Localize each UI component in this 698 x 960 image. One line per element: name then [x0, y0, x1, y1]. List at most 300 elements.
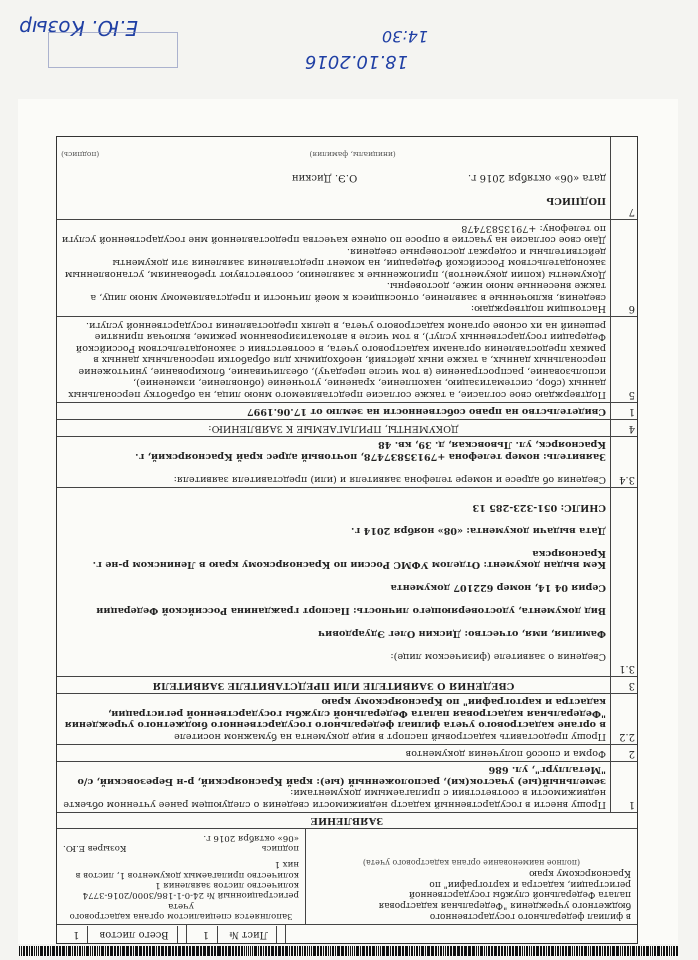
barcode-bar — [425, 946, 426, 956]
official-sheets: количество листов заявления 1 — [155, 880, 299, 891]
barcode-bar — [616, 946, 619, 956]
official-sign-label: подпись — [261, 843, 299, 854]
section-3-4-text: Сведения об адресе и номере телефона заявителя и (или) представителя заявителя: — [173, 474, 606, 485]
barcode-bar — [350, 946, 351, 956]
barcode-bar — [311, 946, 312, 956]
barcode-bar — [488, 946, 490, 956]
barcode-bar — [122, 946, 125, 956]
barcode-bar — [172, 946, 174, 956]
barcode-bar — [114, 946, 116, 956]
signature-line — [61, 171, 606, 183]
applicant-contact: Заявитель: номер телефона +79135837478, почтовый адрес край Красноярский, г. Красноярск, ул. Львовская, д. 39, кв. 48 — [135, 439, 606, 462]
barcode-bar — [265, 946, 267, 956]
barcode-bar — [531, 946, 532, 956]
barcode-bar — [246, 946, 247, 956]
total-no: 1 — [65, 926, 88, 943]
barcode-bar — [99, 946, 100, 956]
barcode-bar — [457, 946, 460, 956]
barcode-bar — [632, 946, 635, 956]
barcode-bar — [622, 946, 623, 956]
barcode-bar — [507, 946, 508, 956]
section-2-2-num: 2.2 — [610, 694, 637, 744]
signer-name-caption: (инициалы, фамилия) — [309, 150, 396, 160]
barcode-bar — [258, 946, 259, 956]
barcode-bar — [335, 946, 336, 956]
barcode-bar — [655, 946, 657, 956]
barcode-bar — [152, 946, 155, 956]
barcode-bar — [498, 946, 500, 956]
barcode-bar — [97, 946, 98, 956]
office-caption: (полное наименование органа кадастрового учета) — [362, 858, 581, 868]
section-4-item — [57, 402, 637, 419]
barcode-bar — [337, 946, 340, 956]
barcode-bar — [450, 946, 452, 956]
barcode-bar — [94, 946, 96, 956]
barcode-bar — [440, 946, 442, 956]
section-5-text: Подтверждаю свое согласие, а также согласие представляемого мною лица, на обработку персональных данных (сбор, систематизацию, накопление, хранение, уточнение (обновление, изменение), использование, распространение (в том числе передачу), обезличивание, блокирование, уничтожение персональных данных, а также иных действий, необходимых для обработки персональных данных в рамках предоставления органами кадастрового учета, в соответствии с законодательством Российской Федерации государственных услуг), в том числе в автоматизированном режиме, включая принятие решений на их основе органом кадастрового учета, в целях предоставления государственной услуги. — [68, 320, 606, 400]
official-name: Козырев Е.Ю. — [63, 843, 127, 854]
barcode-bar — [244, 946, 245, 956]
barcode-bar — [543, 946, 545, 956]
barcode-bar — [263, 946, 264, 956]
signature-captions — [61, 151, 606, 160]
barcode-bar — [228, 946, 231, 956]
barcode-bar — [186, 946, 188, 956]
barcode-bar — [278, 946, 281, 956]
barcode-bar — [666, 946, 668, 956]
barcode-bar — [149, 946, 151, 956]
barcode-bar — [110, 946, 113, 956]
handwritten-signature: Е.Ю. Козыр — [19, 16, 138, 40]
section-4-item: Свидетельство на право собственности на землю от 17.06.1997 — [246, 406, 606, 417]
section-4-text: ДОКУМЕНТЫ, ПРИЛАГАЕМЫЕ К ЗАЯВЛЕНИЮ: — [208, 423, 459, 434]
official-block — [57, 830, 306, 925]
sheet-no: 1 — [195, 926, 218, 943]
section-6-text: Настоящим подтверждаю: сведения, включенные в заявление, относящиеся к моей личности и представляемому мною лицу, а также внесенные мною ниже, достоверны. Документы (копии документов), приложенные к заявлению, соответствуют требованиям, установленным законодательством Российской Федерации, на момент представления заявления эти документы действительны и содержат достоверные сведения. Даю свое согласие на участие в опросе по оценке качества предоставленной мне государственной услуги по телефону: +79135837478 — [61, 223, 606, 315]
barcode-bar — [44, 946, 46, 956]
barcode-bar — [636, 946, 637, 956]
barcode-bar — [409, 946, 410, 956]
barcode-bar — [207, 946, 210, 956]
barcode-bar — [211, 946, 213, 956]
barcode-bar — [501, 946, 503, 956]
barcode-bar — [232, 946, 234, 956]
barcode-bar — [87, 946, 90, 956]
applicant-doc-date: Дата выдачи документа: «08» ноября 2014 г. — [351, 525, 606, 536]
section-1 — [57, 761, 637, 812]
barcode-bar — [491, 946, 493, 956]
barcode-bar — [289, 946, 290, 956]
barcode-bar — [630, 946, 631, 956]
barcode-bar — [317, 946, 318, 956]
barcode-bar — [380, 946, 381, 956]
barcode-bar — [529, 946, 530, 956]
official-attached: количество прилагаемых документов 1, листов в них 1 — [75, 859, 299, 880]
barcode-bar — [133, 946, 135, 956]
barcode-bar — [395, 946, 397, 956]
barcode-bar — [480, 946, 483, 956]
applicant-doc: Вид документа, удостоверяющего личность: Паспорт гражданина Российской Федерации — [96, 605, 606, 617]
barcode-bar — [557, 946, 560, 956]
office-block — [306, 830, 637, 925]
office-line-3: палата Федеральной службы государственной — [408, 889, 631, 900]
barcode-bar — [26, 946, 28, 956]
barcode-bar — [438, 946, 439, 956]
barcode-bar — [372, 946, 375, 956]
section-2-2-text: Прошу предоставить кадастровый паспорт в виде документа на бумажном носителе — [174, 731, 606, 742]
barcode-bar — [565, 946, 567, 956]
official-reg: регистрационный № 24-0-1-186/3000/2016-3774 — [82, 890, 299, 901]
barcode-bar — [486, 946, 487, 956]
barcode-bar — [627, 946, 629, 956]
barcode-bar — [21, 946, 22, 956]
barcode-bar — [551, 946, 554, 956]
barcode-bar — [392, 946, 394, 956]
section-3-text: СВЕДЕНИЯ О ЗАЯВИТЕЛЕ ИЛИ ПРЕДСТАВИТЕЛЕ ЗАЯВИТЕЛЯ — [152, 680, 515, 691]
barcode-bar — [360, 946, 361, 956]
barcode-bar — [23, 946, 25, 956]
barcode-bar — [652, 946, 654, 956]
barcode-bar — [143, 946, 145, 956]
barcode-bar — [590, 946, 591, 956]
applicant-fio: Фамилия, имя, отчество: Дискин Олег Эдуардович — [318, 628, 606, 640]
barcode-bar — [431, 946, 434, 956]
barcode-bar — [77, 946, 78, 956]
barcode-bar — [68, 946, 71, 956]
barcode-bar — [579, 946, 580, 956]
barcode-bar — [419, 946, 420, 956]
barcode-bar — [120, 946, 121, 956]
section-3-1-num: 3.1 — [610, 488, 637, 676]
barcode-bar — [411, 946, 413, 956]
section-7 — [57, 137, 637, 220]
section-4 — [57, 419, 637, 436]
office-line-1: в филиал федерального государственного — [429, 911, 631, 921]
barcode-bar — [168, 946, 171, 956]
barcode-bar — [435, 946, 437, 956]
barcode-bar — [369, 946, 372, 956]
barcode-bar — [624, 946, 626, 956]
barcode-bar — [574, 946, 575, 956]
barcode-bar — [366, 946, 368, 956]
barcode-bar — [330, 946, 331, 956]
sheet-info — [57, 924, 637, 943]
total-label: Всего листов — [92, 926, 178, 943]
barcode-bar — [476, 946, 477, 956]
barcode-bar — [268, 946, 271, 956]
section-3-num: 3 — [610, 677, 637, 693]
applicant-issued: Кем выдан документ: Отделом УФМС России по Красноярскому краю в Ленинском р-не г. Красноярска — [92, 548, 606, 571]
barcode-bar — [673, 946, 675, 956]
section-7-num: 7 — [610, 137, 637, 220]
section-4-item-num: 1 — [610, 403, 637, 419]
barcode-bar — [72, 946, 73, 956]
signature-caption: (подпись) — [61, 150, 100, 160]
barcode-bar — [304, 946, 306, 956]
barcode-bar — [79, 946, 81, 956]
barcode-bar — [588, 946, 589, 956]
barcode-bar — [225, 946, 227, 956]
barcode-bar — [214, 946, 216, 956]
section-2-num: 2 — [610, 745, 637, 761]
barcode-bar — [354, 946, 355, 956]
barcode-bar — [536, 946, 539, 956]
barcode-bar — [130, 946, 132, 956]
barcode-bar — [66, 946, 67, 956]
barcode-bar — [405, 946, 408, 956]
section-3-4 — [57, 436, 637, 487]
barcode-bar — [196, 946, 199, 956]
barcode-bar — [522, 946, 523, 956]
barcode-bar — [189, 946, 191, 956]
barcode-bar — [47, 946, 49, 956]
barcode-bar — [560, 946, 561, 956]
barcode-bar — [657, 946, 660, 956]
barcode-bar — [524, 946, 525, 956]
barcode-bar — [321, 946, 323, 956]
office-line-2: бюджетного учреждения "Федеральная кадастровая — [378, 900, 631, 911]
barcode-bar — [84, 946, 86, 956]
official-date: «06» октября 2016 г. — [203, 832, 299, 843]
barcode-bar — [663, 946, 665, 956]
section-3 — [57, 676, 637, 693]
section-2-2 — [57, 693, 637, 744]
barcode-bar — [468, 946, 471, 956]
barcode-bar — [671, 946, 672, 956]
barcode-bar — [82, 946, 83, 956]
barcode-bar — [250, 946, 251, 956]
barcode-bar — [179, 946, 182, 956]
barcode-bar — [641, 946, 642, 956]
barcode — [18, 946, 678, 956]
section-1-land: земельный(ые) участок(ки), расположенный (ые): край Красноярский, р-н Березовский, с/о "Металлург", ул. 686 — [77, 764, 606, 787]
barcode-bar — [192, 946, 195, 956]
barcode-bar — [325, 946, 327, 956]
barcode-bar — [461, 946, 464, 956]
barcode-bar — [669, 946, 670, 956]
section-5-num: 5 — [610, 318, 637, 403]
stamp-mark — [48, 32, 178, 68]
barcode-bar — [602, 946, 603, 956]
barcode-bar — [31, 946, 33, 956]
barcode-bar — [592, 946, 595, 956]
barcode-bar — [596, 946, 598, 956]
barcode-bar — [378, 946, 379, 956]
barcode-bar — [50, 946, 51, 956]
barcode-bar — [445, 946, 446, 956]
official-title: Заполняется специалистом органа кадастрового учета — [69, 900, 293, 921]
section-6-num: 6 — [610, 221, 637, 317]
barcode-bar — [345, 946, 347, 956]
barcode-bar — [52, 946, 55, 956]
barcode-bar — [526, 946, 528, 956]
barcode-bar — [512, 946, 514, 956]
applicant-series: Серия 04 14, номер 622107 документа — [390, 582, 606, 594]
barcode-bar — [504, 946, 506, 956]
barcode-bar — [156, 946, 157, 956]
barcode-bar — [572, 946, 573, 956]
barcode-bar — [272, 946, 275, 956]
office-line-4: регистрации, кадастра и картографии" по — [429, 878, 631, 889]
barcode-bar — [56, 946, 58, 956]
barcode-bar — [254, 946, 257, 956]
barcode-bar — [285, 946, 288, 956]
barcode-bar — [309, 946, 310, 956]
barcode-bar — [38, 946, 40, 956]
barcode-bar — [443, 946, 444, 956]
barcode-bar — [352, 946, 353, 956]
barcode-bar — [620, 946, 621, 956]
barcode-bar — [398, 946, 401, 956]
section-5 — [57, 317, 637, 403]
barcode-bar — [36, 946, 37, 956]
section-2 — [57, 744, 637, 761]
barcode-bar — [362, 946, 365, 956]
section-3-4-num: 3.4 — [610, 437, 637, 487]
section-3-1-text: Сведения о заявителе (физическом лице): — [390, 651, 606, 663]
barcode-bar — [533, 946, 535, 956]
barcode-bar — [555, 946, 556, 956]
barcode-bar — [29, 946, 30, 956]
handwritten-time: 14:30 — [381, 27, 428, 46]
application-table — [56, 136, 638, 944]
barcode-bar — [643, 946, 645, 956]
barcode-bar — [200, 946, 202, 956]
barcode-bar — [464, 946, 467, 956]
barcode-bar — [302, 946, 303, 956]
barcode-bar — [260, 946, 262, 956]
barcode-bar — [165, 946, 167, 956]
barcode-bar — [307, 946, 308, 956]
barcode-bar — [275, 946, 277, 956]
signature-date: дата «06» октября 2016 г. — [468, 172, 606, 183]
barcode-bar — [604, 946, 607, 956]
barcode-bar — [548, 946, 550, 956]
barcode-bar — [117, 946, 119, 956]
barcode-bar — [282, 946, 284, 956]
sheet-label: Лист № — [221, 926, 277, 943]
section-4-num: 4 — [610, 420, 637, 436]
barcode-bar — [599, 946, 601, 956]
barcode-bar — [348, 946, 349, 956]
barcode-bar — [241, 946, 243, 956]
barcode-bar — [105, 946, 106, 956]
barcode-bar — [101, 946, 104, 956]
barcode-bar — [238, 946, 240, 956]
barcode-bar — [356, 946, 359, 956]
barcode-bar — [221, 946, 222, 956]
barcode-bar — [59, 946, 61, 956]
barcode-bar — [421, 946, 424, 956]
barcode-bar — [427, 946, 430, 956]
barcode-bar — [519, 946, 521, 956]
barcode-bar — [299, 946, 301, 956]
barcode-bar — [515, 946, 518, 956]
barcode-bar — [328, 946, 329, 956]
barcode-bar — [676, 946, 678, 956]
section-2-2-office: в органе кадастрового учета филиал федерального государственного бюджетного учреждения "Федеральная кадастровая палата Федеральной службы государственной регистрации, кадастра и картографии" по Красноярскому краю — [64, 696, 606, 731]
barcode-bar — [650, 946, 651, 956]
barcode-bar — [294, 946, 296, 956]
form-sheet — [18, 99, 678, 944]
barcode-bar — [158, 946, 160, 956]
barcode-bar — [376, 946, 377, 956]
applicant-snils: СНИЛС: 051-323-285 13 — [472, 502, 606, 513]
application-title: ЗАЯВЛЕНИЕ — [310, 815, 384, 827]
barcode-bar — [472, 946, 475, 956]
barcode-bar — [139, 946, 142, 956]
barcode-bar — [402, 946, 404, 956]
barcode-bar — [146, 946, 148, 956]
barcode-bar — [414, 946, 416, 956]
section-7-text: ПОДПИСЬ — [546, 195, 606, 206]
section-1-text: Прошу внести в государственный кадастр недвижимости сведения о следующем ранее учтенном объекте недвижимости в соответствии с прилагаемыми документами: — [63, 787, 606, 810]
barcode-bar — [494, 946, 497, 956]
barcode-bar — [581, 946, 583, 956]
barcode-bar — [390, 946, 391, 956]
barcode-bar — [584, 946, 587, 956]
barcode-bar — [62, 946, 65, 956]
barcode-bar — [341, 946, 344, 956]
barcode-bar — [235, 946, 237, 956]
barcode-bar — [34, 946, 35, 956]
section-1-num: 1 — [610, 762, 637, 812]
barcode-bar — [509, 946, 512, 956]
barcode-bar — [203, 946, 206, 956]
barcode-bar — [19, 946, 20, 956]
barcode-bar — [607, 946, 609, 956]
barcode-bar — [386, 946, 389, 956]
barcode-bar — [612, 946, 615, 956]
barcode-bar — [291, 946, 293, 956]
barcode-bar — [90, 946, 91, 956]
signer-name: О.Э. Дискин — [291, 172, 358, 183]
barcode-bar — [126, 946, 129, 956]
header-box — [57, 829, 637, 925]
barcode-bar — [40, 946, 43, 956]
office-line-5: Красноярскому краю — [529, 867, 631, 878]
barcode-bar — [297, 946, 298, 956]
barcode-bar — [484, 946, 485, 956]
barcode-bar — [332, 946, 334, 956]
section-2-text: Форма и способ получения документов — [405, 748, 606, 759]
barcode-bar — [319, 946, 320, 956]
barcode-bar — [478, 946, 479, 956]
barcode-bar — [135, 946, 138, 956]
barcode-bar — [568, 946, 571, 956]
barcode-bar — [540, 946, 542, 956]
barcode-bar — [74, 946, 76, 956]
barcode-bar — [417, 946, 419, 956]
barcode-bar — [546, 946, 547, 956]
barcode-bar — [248, 946, 249, 956]
barcode-bar — [217, 946, 220, 956]
handwritten-date: 18.10.2016 — [304, 51, 408, 72]
barcode-bar — [610, 946, 611, 956]
barcode-bar — [382, 946, 385, 956]
barcode-bar — [646, 946, 649, 956]
barcode-bar — [562, 946, 564, 956]
barcode-bar — [92, 946, 93, 956]
section-6 — [57, 220, 637, 317]
barcode-bar — [447, 946, 449, 956]
barcode-bar — [638, 946, 640, 956]
barcode-bar — [107, 946, 109, 956]
barcode-bar — [252, 946, 253, 956]
barcode-bar — [453, 946, 456, 956]
barcode-bar — [223, 946, 225, 956]
barcode-bar — [161, 946, 164, 956]
